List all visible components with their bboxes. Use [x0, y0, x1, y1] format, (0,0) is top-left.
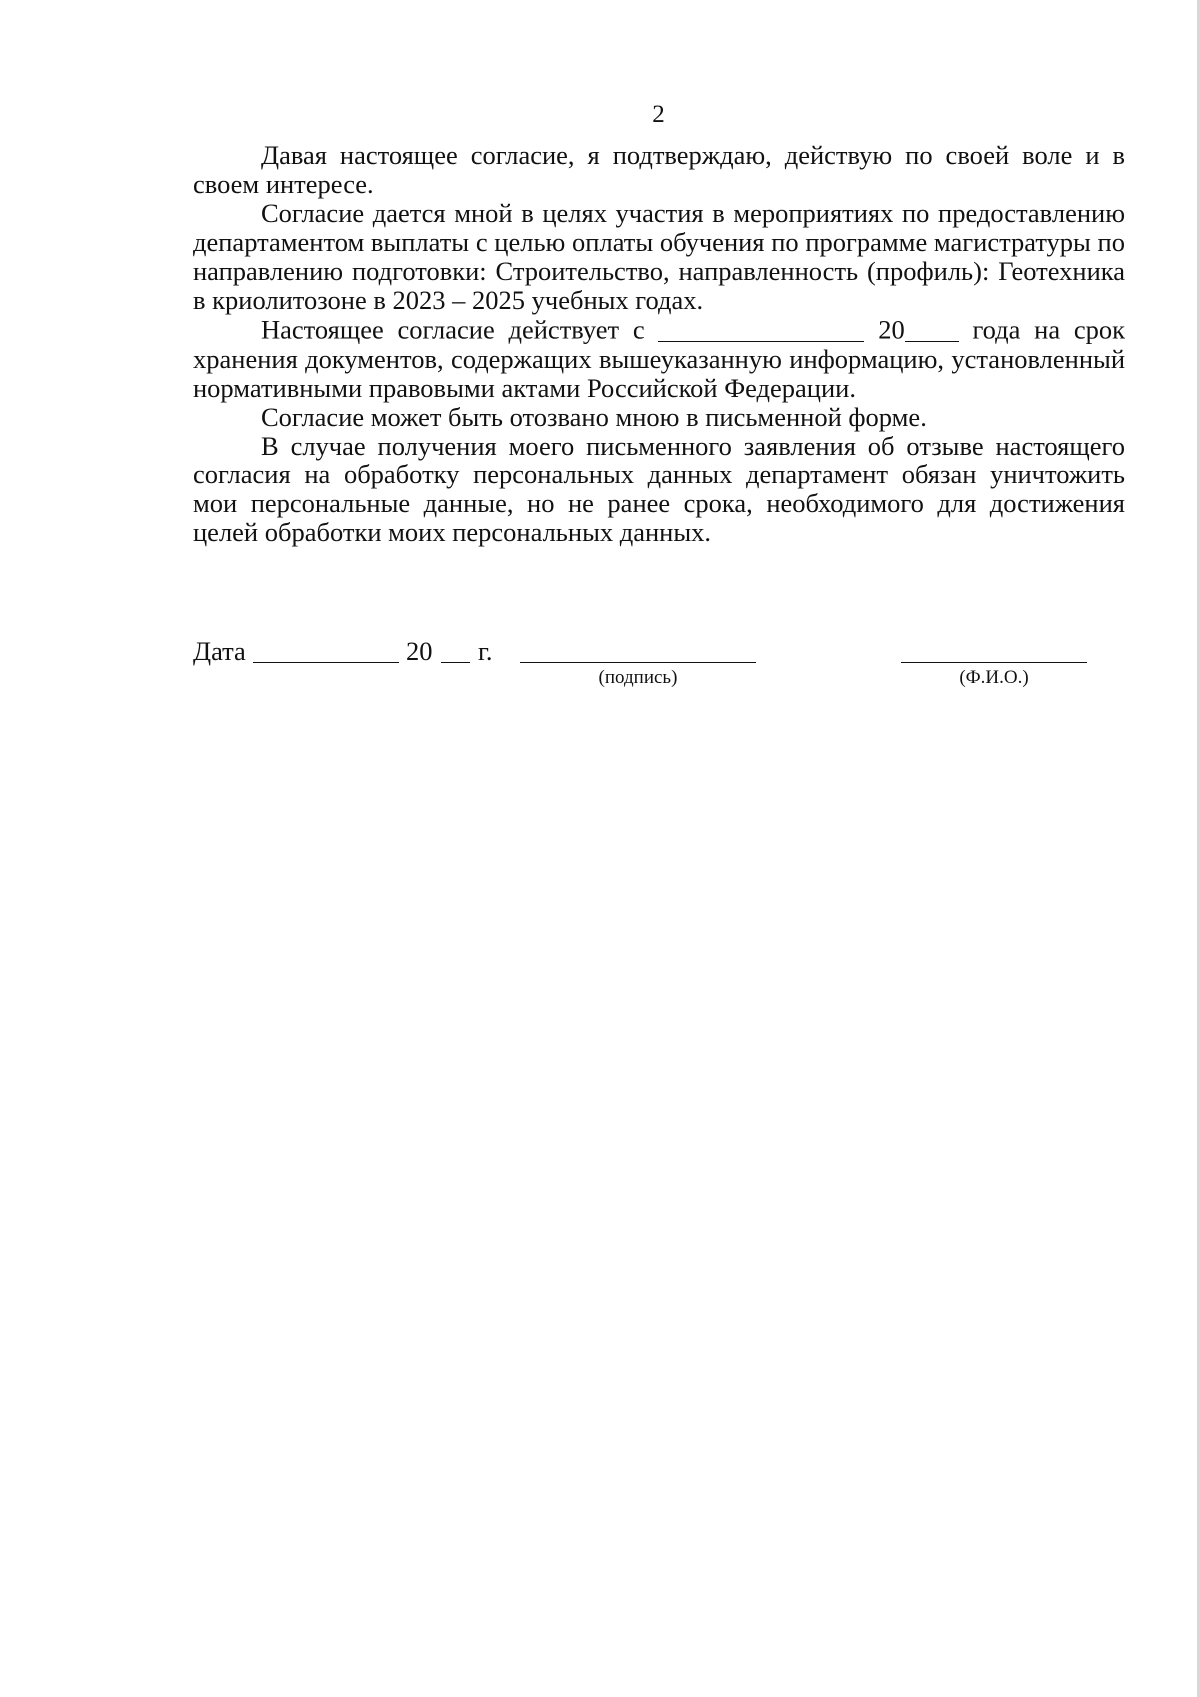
fio-line[interactable]: [901, 662, 1087, 663]
date-blank[interactable]: [253, 662, 399, 663]
validity-text-end: года на срок хранения документов, содержащих вышеуказанную информацию, установленный нормативными правовыми актами Российской Федерации.: [193, 314, 1125, 403]
validity-date-blank[interactable]: [658, 314, 864, 342]
validity-text-start: Настоящее согласие действует с: [261, 314, 645, 345]
signature-line[interactable]: [520, 662, 756, 663]
paragraph-revocation-consequence: В случае получения моего письменного заявления об отзыве настоящего согласия на обработку персональных данных департамент обязан уничтожить мои персональные данные, но не ранее срока, необходимого для достижения целей обработки моих персональных данных.: [193, 430, 1125, 548]
paragraph-voluntary: Давая настоящее согласие, я подтверждаю, действую по своей воле и в своем интересе.: [193, 140, 1125, 199]
signature-block: [193, 636, 1125, 706]
validity-year-blank[interactable]: [905, 314, 959, 342]
paragraph-validity: [193, 314, 1125, 402]
page-number: 2: [652, 101, 665, 128]
signature-caption: (подпись): [598, 667, 678, 688]
date-label: Дата: [193, 636, 246, 666]
year-prefix: 20: [406, 636, 433, 666]
paragraph-revocation: Согласие может быть отозвано мною в письменной форме.: [261, 401, 927, 432]
year-blank[interactable]: [441, 662, 470, 663]
year-suffix: г.: [478, 636, 493, 666]
paragraph-purpose: Согласие дается мной в целях участия в мероприятиях по предоставлению департаментом выплаты с целью оплаты обучения по программе магистратуры по направлению подготовки: Строительство, направленность (профиль): Геотехника в криолитозоне в 2023 – 2025 учебных годах.: [193, 197, 1125, 315]
validity-year-prefix: 20: [878, 314, 905, 345]
consent-body: [193, 141, 1125, 547]
fio-caption: (Ф.И.О.): [959, 667, 1029, 688]
